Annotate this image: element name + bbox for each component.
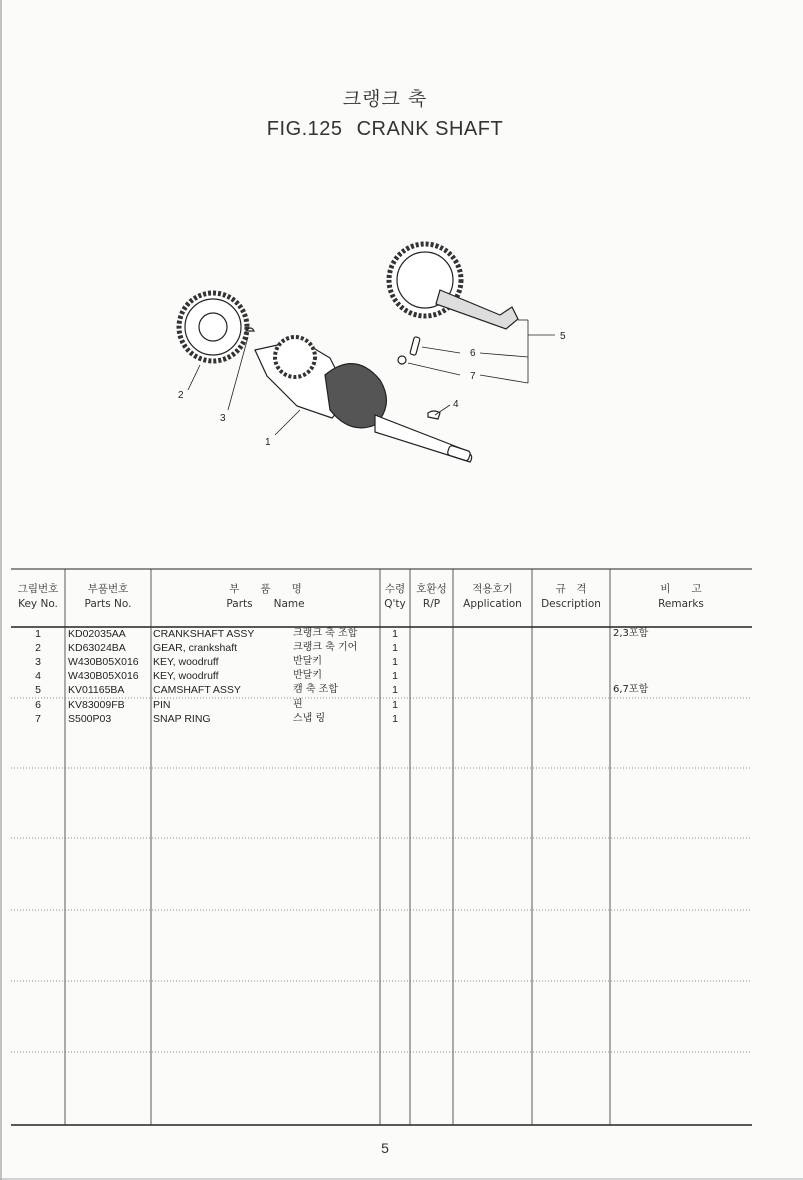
row-5-name-ko: 캠 축 조합 (293, 684, 338, 695)
header-remarks (610, 582, 752, 612)
header-qty (380, 582, 410, 612)
row-1-name-ko: 크랭크 축 조합 (293, 628, 358, 639)
header-application-ko: 적용호기 (472, 583, 513, 595)
header-application-en: Application (463, 598, 522, 610)
row-5-qty: 1 (392, 684, 398, 696)
row-1-remarks: 2,3포함 (613, 628, 649, 639)
pin-drawing (410, 337, 420, 356)
header-application (453, 582, 532, 612)
row-6-qty: 1 (392, 699, 398, 711)
row-4-name-ko: 반달키 (293, 670, 322, 681)
title-english (0, 118, 770, 141)
row-7-qty: 1 (392, 713, 398, 725)
header-parts-name-ko: 부 품 명 (229, 583, 302, 595)
callout-2: 2 (178, 390, 184, 401)
row-1-key: 1 (35, 628, 41, 640)
row-7-part-no: S500P03 (68, 713, 112, 725)
header-qty-ko: 수령 (384, 583, 406, 595)
row-1-part-no: KD02035AA (68, 628, 126, 640)
row-2-qty: 1 (392, 642, 398, 654)
header-parts-no-ko: 부품번호 (87, 583, 129, 595)
header-parts-no-en: Parts No. (84, 598, 132, 610)
row-2-key: 2 (35, 642, 41, 654)
row-4-name-en: KEY, woodruff (153, 670, 219, 682)
header-parts-no (65, 582, 151, 612)
header-parts-name-en: Parts Name (226, 598, 305, 610)
callout-6: 6 (470, 348, 476, 359)
crank-gear-drawing (179, 293, 247, 361)
camshaft-drawing (389, 244, 518, 329)
row-4-qty: 1 (392, 670, 398, 682)
row-6-key: 6 (35, 699, 41, 711)
row-7-key: 7 (35, 713, 41, 725)
header-rp-ko: 호환성 (416, 583, 447, 595)
callout-5: 5 (560, 331, 566, 342)
header-qty-en: Q'ty (384, 598, 406, 610)
crankshaft-drawing (255, 337, 472, 462)
parts-table (11, 568, 752, 1126)
header-key-no-ko: 그림번호 (17, 583, 59, 595)
title-korean: 크랭크 축 (342, 88, 428, 110)
header-rp (410, 582, 453, 612)
row-7-name-en: SNAP RING (153, 713, 211, 725)
snap-ring-drawing (398, 356, 406, 364)
header-rp-en: R/P (422, 598, 441, 610)
row-5-part-no: KV01165BA (68, 684, 125, 696)
row-1-name-en: CRANKSHAFT ASSY (153, 628, 255, 640)
row-2-name-ko: 크랭크 축 기어 (293, 642, 358, 653)
row-3-key: 3 (35, 656, 41, 668)
row-3-qty: 1 (392, 656, 398, 668)
header-description (532, 582, 610, 612)
row-5-key: 5 (35, 684, 41, 696)
row-3-part-no: W430B05X016 (68, 656, 139, 668)
header-key-no (11, 582, 65, 612)
page-number: 5 (381, 1140, 389, 1156)
callout-1: 1 (265, 437, 271, 448)
header-remarks-ko: 비 고 (660, 583, 702, 595)
header-parts-name (151, 582, 380, 612)
row-5-remarks: 6,7포함 (613, 684, 649, 695)
header-remarks-en: Remarks (658, 598, 704, 610)
row-4-part-no: W430B05X016 (68, 670, 139, 682)
row-6-part-no: KV83009FB (68, 699, 125, 711)
row-6-name-ko: 핀 (293, 699, 303, 710)
row-7-name-ko: 스냅 링 (293, 713, 326, 724)
row-4-key: 4 (35, 670, 41, 682)
callout-3: 3 (220, 413, 226, 424)
row-3-name-ko: 반달키 (293, 656, 322, 667)
callout-7: 7 (470, 371, 476, 382)
row-2-part-no: KD63024BA (68, 642, 126, 654)
header-key-no-en: Key No. (18, 598, 58, 610)
row-1-qty: 1 (392, 628, 398, 640)
key-drawing-4 (428, 411, 440, 419)
row-6-name-en: PIN (153, 699, 171, 711)
header-description-en: Description (541, 598, 601, 610)
row-3-name-en: KEY, woodruff (153, 656, 219, 668)
row-2-name-en: GEAR, crankshaft (153, 642, 238, 654)
crankshaft-diagram (150, 225, 600, 475)
callout-4: 4 (453, 399, 459, 410)
figure-title: CRANK SHAFT (356, 118, 504, 140)
header-description-ko: 규 격 (555, 583, 587, 595)
row-5-name-en: CAMSHAFT ASSY (153, 684, 241, 696)
figure-number: FIG.125 (266, 118, 343, 140)
